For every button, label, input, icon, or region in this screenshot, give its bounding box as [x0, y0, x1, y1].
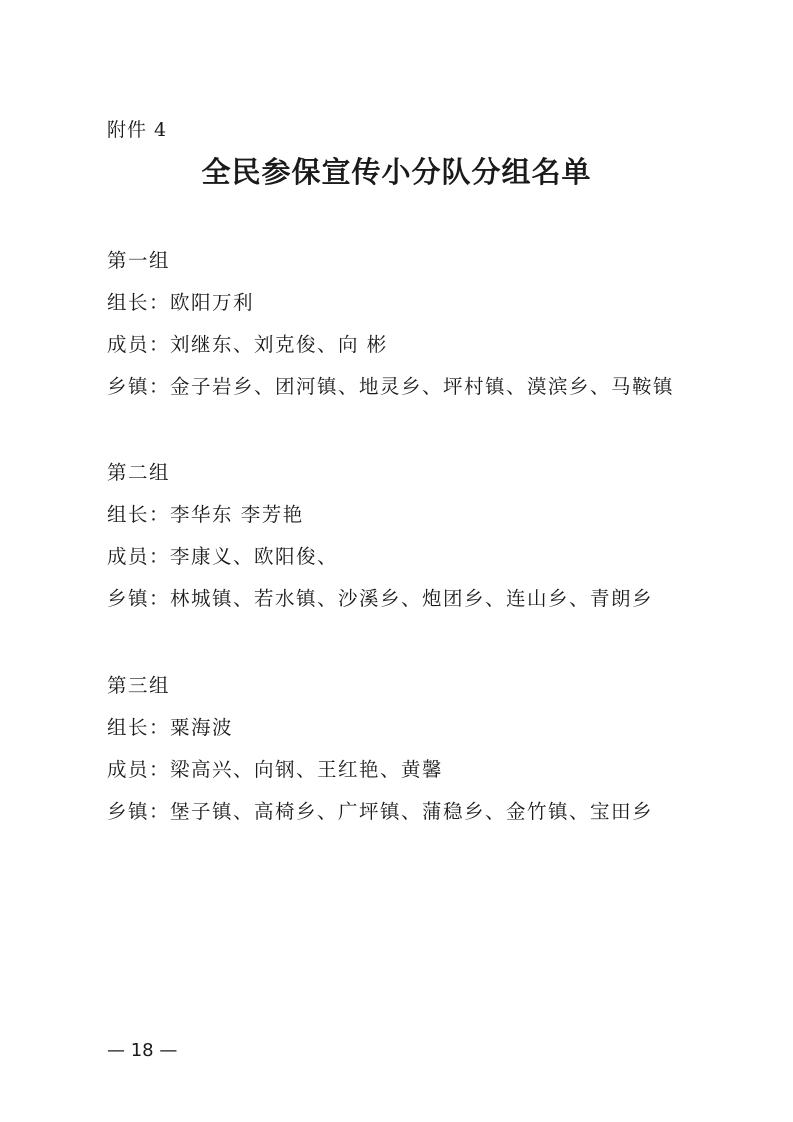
group-name: 第二组: [107, 461, 171, 484]
group-leader: 组长：粟海波: [107, 716, 234, 739]
group-members: 成员：李康义、欧阳俊、: [107, 545, 339, 568]
group-members: 成员：刘继东、刘克俊、向 彬: [107, 333, 388, 356]
page-title: 全民参保宣传小分队分组名单: [201, 155, 592, 189]
page-number: — 18 —: [107, 1040, 178, 1061]
group-section: [107, 452, 747, 620]
group-towns: 乡镇：林城镇、若水镇、沙溪乡、炮团乡、连山乡、青朗乡: [107, 587, 654, 610]
attachment-label: 附件 4: [107, 119, 168, 141]
group-name: 第三组: [107, 674, 171, 697]
group-section: [107, 240, 747, 408]
group-towns: 乡镇：堡子镇、高椅乡、广坪镇、蒲稳乡、金竹镇、宝田乡: [107, 800, 654, 823]
group-leader: 组长：李华东 李芳艳: [107, 503, 304, 526]
group-section: [107, 665, 747, 833]
group-leader: 组长：欧阳万利: [107, 291, 255, 314]
group-towns: 乡镇：金子岩乡、团河镇、地灵乡、坪村镇、漠滨乡、马鞍镇: [107, 375, 675, 398]
group-name: 第一组: [107, 249, 171, 272]
group-members: 成员：梁高兴、向钢、王红艳、黄馨: [107, 758, 444, 781]
